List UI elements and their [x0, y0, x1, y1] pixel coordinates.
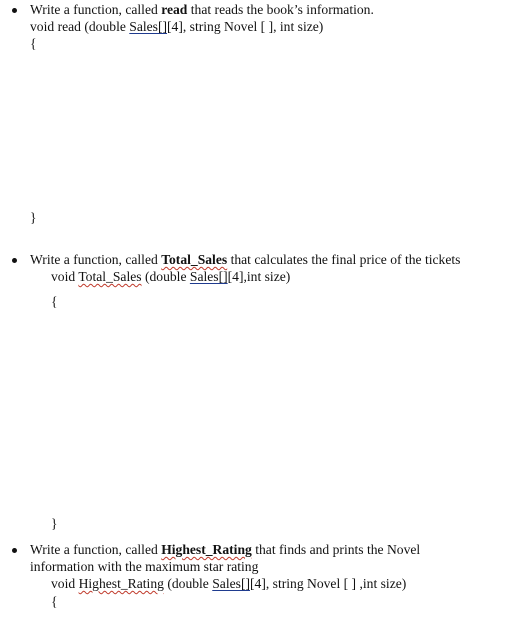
item1-signature: [30, 19, 323, 35]
item2-close-brace: }: [51, 516, 58, 531]
item2-signature-post: [4],int size): [227, 269, 291, 284]
item3-text: [30, 542, 420, 558]
item1-rest: that reads the book’s information.: [187, 2, 374, 17]
item2-text: [30, 252, 460, 268]
item3-intro: Write a function, called: [30, 542, 162, 557]
bullet-1: [12, 8, 17, 13]
item3-text-line2: information with the maximum star rating: [30, 559, 259, 574]
item2-signature-pre: void: [51, 269, 79, 284]
item3-rest: that finds and prints the Novel: [251, 542, 421, 557]
item3-signature-pre: void: [51, 576, 79, 591]
item3-signature-name: Highest_Rating: [78, 576, 164, 591]
item3-signature-mid: (double: [163, 576, 213, 591]
item1-signature-post: [4], string Novel [ ], int size): [167, 19, 324, 34]
bullet-2: [12, 258, 17, 263]
item1-function-name: read: [161, 2, 188, 17]
item2-intro: Write a function, called: [30, 252, 162, 267]
item1-text: [30, 2, 374, 18]
item3-function-name: Highest_Rating: [161, 542, 252, 557]
item3-open-brace: {: [51, 594, 58, 609]
item1-open-brace: {: [30, 36, 37, 51]
item3-signature: [51, 576, 406, 592]
item1-signature-pre: void read (double: [30, 19, 130, 34]
item2-function-name: Total_Sales: [161, 252, 228, 267]
item2-signature-array: Sales[]: [189, 269, 228, 284]
item2-signature: [51, 269, 290, 285]
item1-close-brace: }: [30, 210, 37, 225]
item2-open-brace: {: [51, 294, 58, 309]
item1-signature-array: Sales[]: [129, 19, 168, 34]
item2-signature-name: Total_Sales: [78, 269, 142, 284]
bullet-3: [12, 548, 17, 553]
item3-signature-array: Sales[]: [212, 576, 250, 591]
item2-rest: that calculates the final price of the tickets: [227, 252, 461, 267]
item2-signature-mid: (double: [141, 269, 190, 284]
item3-signature-post: [4], string Novel [ ] ,int size): [250, 576, 407, 591]
item1-intro: Write a function, called: [30, 2, 162, 17]
